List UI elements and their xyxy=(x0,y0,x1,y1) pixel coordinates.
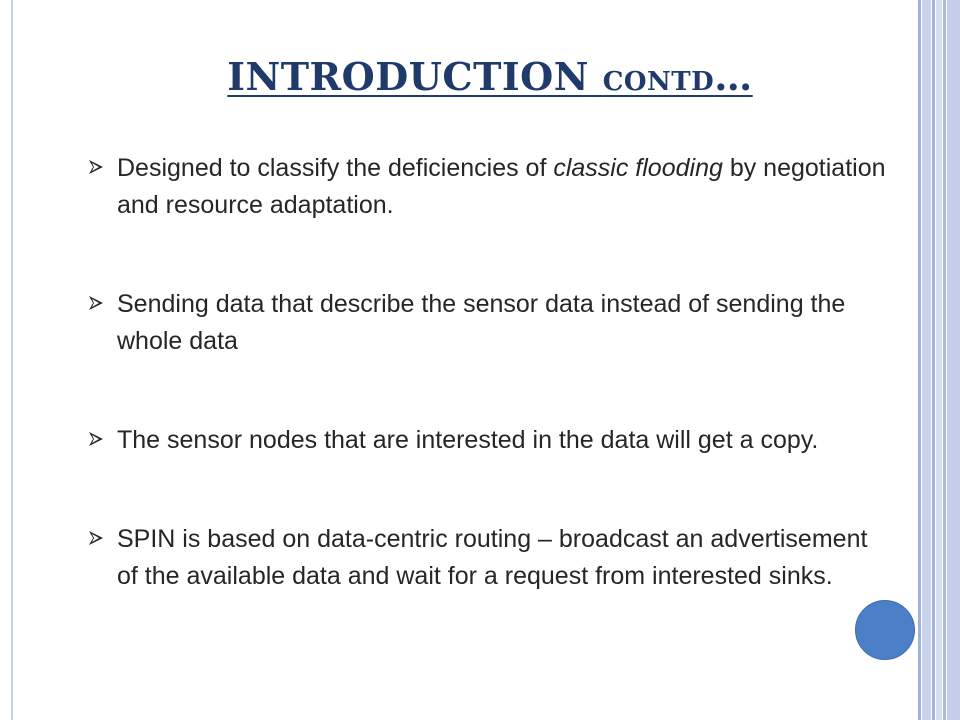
right-stripe-4 xyxy=(936,0,942,720)
bullet-text: SPIN is based on data-centric routing – broadcast an advertisement of the available data and wait for a request from interested sinks. xyxy=(117,525,868,590)
decorative-circle-icon xyxy=(855,600,915,660)
arrow-bullet-icon xyxy=(88,530,104,546)
bullet-list xyxy=(88,150,888,595)
right-stripe-1 xyxy=(918,0,921,720)
right-stripe-6 xyxy=(947,0,960,720)
right-stripe-5 xyxy=(943,0,946,720)
bullet-item xyxy=(88,286,888,360)
bullet-item xyxy=(88,422,888,459)
bullet-text: Sending data that describe the sensor data instead of sending the whole data xyxy=(117,290,846,355)
right-stripe-2 xyxy=(922,0,931,720)
bullet-text-after: by negotiation and resource adaptation. xyxy=(117,154,886,219)
bullet-item xyxy=(88,521,888,595)
right-stripe-3 xyxy=(932,0,935,720)
title-main: INTRODUCTION xyxy=(227,54,589,99)
title-suffix: … xyxy=(714,54,753,99)
arrow-bullet-icon xyxy=(88,431,104,447)
title-small: CONTD xyxy=(602,67,715,97)
arrow-bullet-icon xyxy=(88,295,104,311)
arrow-bullet-icon xyxy=(88,159,104,175)
bullet-text-italic: classic flooding xyxy=(553,154,723,182)
left-border-line xyxy=(11,0,13,720)
slide-title xyxy=(0,54,960,99)
bullet-text: The sensor nodes that are interested in the data will get a copy. xyxy=(117,426,819,454)
bullet-item xyxy=(88,150,888,224)
bullet-text-before: Designed to classify the deficiencies of xyxy=(117,154,554,182)
